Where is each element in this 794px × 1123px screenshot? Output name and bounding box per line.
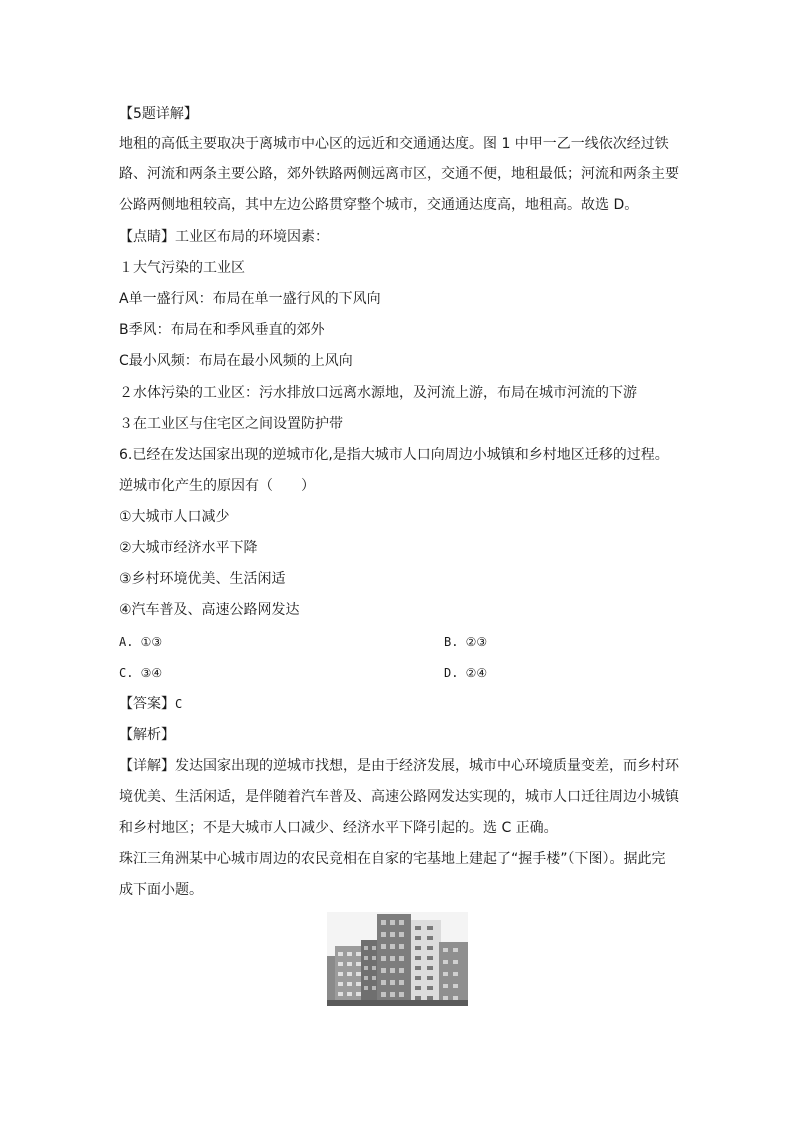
answer-value: C <box>175 697 183 711</box>
option-a: A. ①③ <box>119 635 163 649</box>
answer-line <box>119 694 182 714</box>
tips-item-1: １大气污染的工业区 <box>119 260 245 276</box>
question6-statement-3: ③乡村环境优美、生活闲适 <box>119 571 286 587</box>
question6-stem-line-2: 逆城市化产生的原因有（ ） <box>119 478 315 494</box>
option-d: D. ②④ <box>444 666 488 680</box>
detail-line-2: 境优美、生活闲适，是伴随着汽车普及、高速公路网发达实现的，城市人口迁往周边小城镇 <box>119 789 679 805</box>
tips-item-2: A单一盛行风：布局在单一盛行风的下风向 <box>119 291 381 307</box>
section5-heading: 【5题详解】 <box>119 106 198 122</box>
tips-item-6: ３在工业区与住宅区之间设置防护带 <box>119 416 343 432</box>
detail-label: 【详解】 <box>119 758 175 774</box>
intro-line-1: 珠江三角洲某中心城市周边的农民竞相在自家的宅基地上建起了“握手楼”（下图）。据此完 <box>119 851 666 867</box>
analysis-label: 【解析】 <box>119 727 175 743</box>
section5-paragraph-line-1: 地租的高低主要取决于离城市中心区的远近和交通通达度。图 1 中甲一乙一线依次经过铁 <box>119 136 669 152</box>
intro-line-2: 成下面小题。 <box>119 882 203 898</box>
option-c: C. ③④ <box>119 666 163 680</box>
detail-line-1 <box>119 756 679 776</box>
section5-paragraph-line-3: 公路两侧地租较高，其中左边公路贯穿整个城市，交通通达度高，地租高。故选 D。 <box>119 197 639 213</box>
tips-item-5: ２水体污染的工业区：污水排放口远离水源地，及河流上游，布局在城市河流的下游 <box>119 385 637 401</box>
tips-item-4: C最小风频：布局在最小风频的上风向 <box>119 353 353 369</box>
tips-item-3: B季风：布局在和季风垂直的郊外 <box>119 322 325 338</box>
detail-text-1: 发达国家出现的逆城市找想，是由于经济发展，城市中心环境质量变差，而乡村环 <box>175 758 679 774</box>
handshake-buildings-photo <box>327 912 468 1006</box>
question6-statement-2: ②大城市经济水平下降 <box>119 540 258 556</box>
answer-label: 【答案】 <box>119 696 175 712</box>
question6-statement-4: ④汽车普及、高速公路网发达 <box>119 602 300 618</box>
tips-heading: 【点睛】 <box>119 229 175 245</box>
tips-line <box>119 227 329 247</box>
section5-paragraph-line-2: 路、河流和两条主要公路，郊外铁路两侧远离市区，交通不便，地租最低；河流和两条主要 <box>119 166 679 182</box>
tips-title: 工业区布局的环境因素： <box>175 229 329 245</box>
option-b: B. ②③ <box>444 635 488 649</box>
detail-line-3: 和乡村地区；不是大城市人口减少、经济水平下降引起的。选 C 正确。 <box>119 820 558 836</box>
buildings-illustration <box>327 912 468 1006</box>
question6-stem-line-1: 6.已经在发达国家出现的逆城市化,是指大城市人口向周边小城镇和乡村地区迁移的过程。 <box>119 447 669 463</box>
question6-statement-1: ①大城市人口减少 <box>119 509 230 525</box>
